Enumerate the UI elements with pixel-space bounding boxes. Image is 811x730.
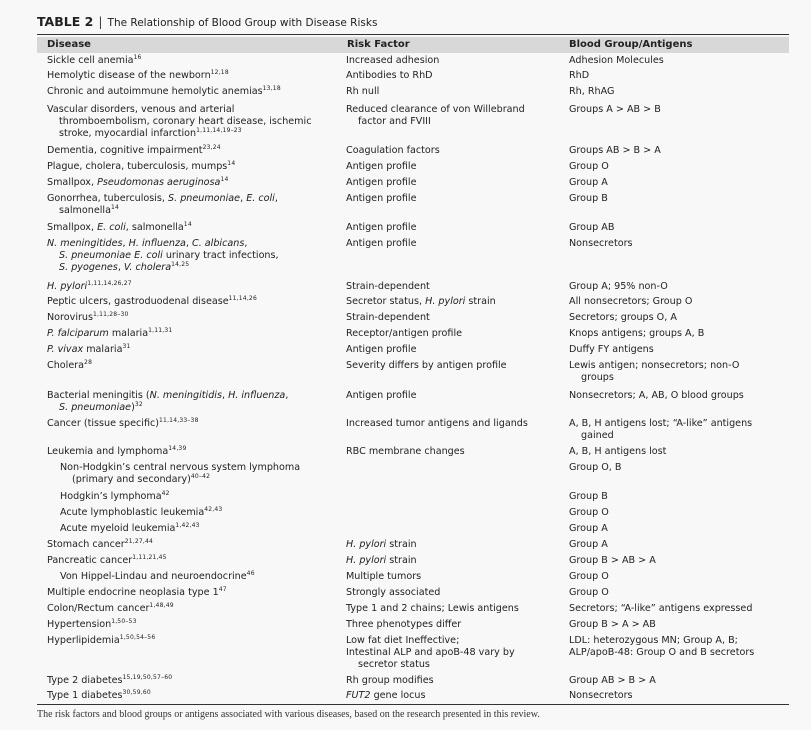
blood-group-text: Group O [569, 571, 609, 582]
risk-factor-cell [346, 70, 564, 82]
blood-group-cell [569, 145, 791, 157]
disease-text: Sickle cell anemia$^{16}$ [47, 53, 142, 66]
table-title-text: The Relationship of Blood Group with Disease Risks [107, 17, 378, 29]
disease-text: H. pylori$^{1,11,14,26,27}$ [47, 279, 132, 292]
risk-factor-text: Antigen profile [346, 177, 417, 188]
blood-group-cell [569, 555, 791, 567]
risk-factor-text: Low fat diet Ineffective; [346, 635, 460, 646]
disease-text: S. pyogenes, V. cholera$^{14,25}$ [59, 260, 190, 273]
risk-factor-text: Intestinal ALP and apoB-48 vary by [346, 646, 515, 658]
disease-cell [47, 446, 337, 458]
disease-text: Type 1 diabetes$^{30,59,60}$ [47, 688, 151, 701]
blood-group-cell [569, 507, 791, 519]
blood-group-text: Group A [569, 539, 608, 550]
risk-factor-text: Multiple tumors [346, 571, 422, 582]
disease-cell [47, 177, 337, 189]
disease-cell [47, 145, 337, 157]
disease-cell [47, 539, 337, 551]
disease-text: stroke, myocardial infarction$^{1,11,14,19-23}$ [59, 126, 242, 139]
disease-text: Norovirus$^{1,11,28-30}$ [47, 310, 129, 323]
risk-factor-text: Reduced clearance of von Willebrand [346, 104, 525, 115]
risk-factor-text: RBC membrane changes [346, 446, 465, 457]
risk-factor-text: Antigen profile [346, 390, 417, 401]
blood-group-cell [569, 360, 791, 384]
disease-text: Dementia, cognitive impairment$^{23,24}$ [47, 143, 221, 156]
risk-factor-text: secretor status [358, 658, 430, 670]
blood-group-text: Adhesion Molecules [569, 55, 664, 66]
blood-group-cell [569, 312, 791, 324]
blood-group-text: Group O [569, 587, 609, 598]
risk-factor-text: Rh group modifies [346, 675, 434, 686]
disease-cell [47, 193, 337, 217]
blood-group-cell [569, 161, 791, 173]
disease-cell [47, 312, 337, 324]
disease-cell [47, 619, 337, 631]
disease-cell [47, 328, 337, 340]
disease-cell [47, 296, 337, 308]
disease-cell [47, 104, 337, 139]
blood-group-cell [569, 539, 791, 551]
blood-group-text: Group O [569, 161, 609, 172]
blood-group-cell [569, 104, 791, 116]
risk-factor-text: Increased tumor antigens and ligands [346, 418, 528, 429]
blood-group-cell [569, 238, 791, 250]
risk-factor-cell [346, 238, 564, 250]
risk-factor-text: Antigen profile [346, 344, 417, 355]
disease-cell [47, 555, 337, 567]
blood-group-text: A, B, H antigens lost; “A-like” antigens [569, 418, 753, 429]
blood-group-text: gained [581, 429, 614, 441]
risk-factor-cell [346, 418, 564, 430]
disease-cell [47, 675, 337, 687]
risk-factor-cell [346, 390, 564, 402]
blood-group-text: Duffy FY antigens [569, 344, 654, 355]
risk-factor-cell [346, 619, 564, 631]
risk-factor-text: Strain-dependent [346, 281, 430, 292]
risk-factor-text: Strain-dependent [346, 312, 430, 323]
risk-factor-cell [346, 312, 564, 324]
blood-group-cell [569, 222, 791, 234]
blood-group-text: Groups AB > B > A [569, 145, 661, 156]
risk-factor-cell [346, 193, 564, 205]
blood-group-text: Nonsecretors; A, AB, O blood groups [569, 390, 744, 401]
reference-superscript: 1,11,14,19–23 [196, 126, 242, 134]
reference-superscript: 1,48,49 [149, 601, 174, 609]
blood-group-cell [569, 296, 791, 308]
risk-factor-text: Antigen profile [346, 161, 417, 172]
risk-factor-cell [346, 539, 564, 551]
disease-text: (primary and secondary)$^{40-42}$ [72, 472, 211, 485]
disease-cell [47, 418, 337, 430]
disease-text: Leukemia and lymphoma$^{14,39}$ [47, 444, 187, 457]
blood-group-text: Group A [569, 523, 608, 534]
risk-factor-text: Severity differs by antigen profile [346, 360, 507, 371]
reference-superscript: 14 [227, 159, 236, 167]
risk-factor-cell [346, 690, 564, 702]
blood-group-text: Group B > AB > A [569, 555, 656, 566]
blood-group-text: Secretors; “A-like” antigens expressed [569, 603, 753, 614]
disease-cell [60, 523, 338, 535]
reference-superscript: 15,19,50,57–60 [122, 673, 173, 681]
blood-group-cell [569, 619, 791, 631]
disease-cell [60, 507, 338, 519]
disease-cell [47, 587, 337, 599]
bottom-rule [37, 704, 789, 705]
blood-group-cell [569, 390, 791, 402]
reference-superscript: 1,11,28–30 [93, 310, 129, 318]
blood-group-cell [569, 70, 791, 82]
disease-text: Multiple endocrine neoplasia type 1$^{47}$ [47, 585, 227, 598]
risk-factor-cell [346, 360, 564, 372]
blood-group-text: RhD [569, 70, 590, 81]
disease-cell [47, 603, 337, 615]
disease-cell [47, 690, 337, 702]
reference-superscript: 21,27,44 [124, 537, 154, 545]
blood-group-text: Lewis antigen; nonsecretors; non-O [569, 360, 740, 371]
disease-text: S. pneumoniae E. coli urinary tract infections, [59, 249, 279, 261]
risk-factor-text: H. pylori strain [346, 555, 417, 566]
risk-factor-text: Antibodies to RhD [346, 70, 433, 81]
disease-cell [47, 222, 337, 234]
reference-superscript: 14,39 [168, 444, 187, 452]
disease-text: Smallpox, Pseudomonas aeruginosa$^{14}$ [47, 175, 229, 188]
disease-text: Hemolytic disease of the newborn$^{12,18}$ [47, 68, 229, 81]
blood-group-cell [569, 418, 791, 442]
header-disease: Disease [47, 39, 91, 50]
disease-text: Colon/Rectum cancer$^{1,48,49}$ [47, 601, 174, 614]
disease-text: Hodgkin’s lymphoma$^{42}$ [60, 489, 170, 502]
blood-group-text: Group A [569, 177, 608, 188]
disease-text: Plague, cholera, tuberculosis, mumps$^{14}$ [47, 159, 236, 172]
risk-factor-text: Antigen profile [346, 222, 417, 233]
disease-cell [47, 238, 337, 273]
disease-cell [47, 70, 337, 82]
header-risk-factor: Risk Factor [347, 39, 410, 50]
disease-cell [60, 491, 338, 503]
risk-factor-text: Secretor status, H. pylori strain [346, 296, 496, 307]
disease-cell [47, 281, 337, 293]
reference-superscript: 40–42 [190, 472, 211, 480]
disease-text: Acute lymphoblastic leukemia$^{42,43}$ [60, 505, 223, 518]
reference-superscript: 11,14,26 [228, 294, 257, 302]
blood-group-cell [569, 587, 791, 599]
blood-group-cell [569, 462, 791, 474]
disease-cell [47, 55, 337, 67]
reference-superscript: 1,11,31 [148, 326, 173, 334]
blood-group-cell [569, 523, 791, 535]
disease-text: Cancer (tissue specific)$^{11,14,33-38}$ [47, 416, 199, 429]
blood-group-text: Secretors; groups O, A [569, 312, 677, 323]
blood-group-cell [569, 55, 791, 67]
blood-group-cell [569, 571, 791, 583]
reference-superscript: 1,50–53 [111, 617, 137, 625]
blood-group-cell [569, 491, 791, 503]
reference-superscript: 1,11,14,26,27 [87, 279, 132, 287]
risk-factor-cell [346, 161, 564, 173]
blood-group-text: LDL: heterozygous MN; Group A, B; [569, 635, 738, 646]
disease-text: Hyperlipidemia$^{1,50,54-56}$ [47, 633, 156, 646]
disease-text: Chronic and autoimmune hemolytic anemias$^{13,18}$ [47, 84, 281, 97]
reference-superscript: 14,25 [171, 260, 190, 268]
disease-text: Bacterial meningitis (N. meningitidis, H. influenza, [47, 390, 289, 401]
disease-cell [47, 635, 337, 647]
disease-cell [47, 390, 337, 414]
table-title [37, 14, 377, 29]
disease-text: Non-Hodgkin’s central nervous system lymphoma [60, 462, 301, 473]
risk-factor-cell [346, 603, 564, 615]
disease-text: Pancreatic cancer$^{1,11,21,45}$ [47, 553, 167, 566]
disease-cell [47, 360, 337, 372]
disease-cell [47, 86, 337, 98]
reference-superscript: 13,18 [262, 84, 281, 92]
blood-group-text: Group B > A > AB [569, 619, 656, 630]
risk-factor-cell [346, 296, 564, 308]
disease-text: Type 2 diabetes$^{15,19,50,57-60}$ [47, 673, 173, 686]
disease-text: N. meningitides, H. influenza, C. albicans, [47, 238, 248, 249]
disease-text: thromboembolism, coronary heart disease, ischemic [59, 115, 312, 127]
disease-text: Smallpox, E. coli, salmonella$^{14}$ [47, 220, 192, 233]
risk-factor-cell [346, 281, 564, 293]
risk-factor-text: factor and FVIII [358, 115, 431, 127]
blood-group-text: Nonsecretors [569, 238, 633, 249]
reference-superscript: 1,42,43 [175, 521, 200, 529]
disease-text: P. vivax malaria$^{31}$ [47, 342, 131, 355]
risk-factor-cell [346, 145, 564, 157]
blood-group-cell [569, 690, 791, 702]
title-separator: | [98, 14, 103, 29]
risk-factor-text: Three phenotypes differ [346, 619, 462, 630]
risk-factor-text: Increased adhesion [346, 55, 440, 66]
reference-superscript: 42,43 [204, 505, 223, 513]
blood-group-cell [569, 635, 791, 659]
disease-text: Peptic ulcers, gastroduodenal disease$^{11,14,26}$ [47, 294, 257, 307]
reference-superscript: 12,18 [210, 68, 229, 76]
disease-text: salmonella$^{14}$ [59, 203, 119, 216]
blood-group-text: A, B, H antigens lost [569, 446, 667, 457]
reference-superscript: 16 [133, 53, 142, 61]
disease-text: Gonorrhea, tuberculosis, S. pneumoniae, E. coli, [47, 193, 278, 204]
risk-factor-cell [346, 86, 564, 98]
risk-factor-text: Strongly associated [346, 587, 441, 598]
reference-superscript: 11,14,33–38 [159, 416, 199, 424]
blood-group-text: ALP/apoB-48: Group O and B secretors [569, 646, 755, 658]
reference-superscript: 42 [161, 489, 170, 497]
blood-group-cell [569, 193, 791, 205]
blood-group-cell [569, 675, 791, 687]
reference-superscript: 28 [84, 358, 93, 366]
reference-superscript: 32 [134, 400, 143, 408]
disease-text: P. falciparum malaria$^{1,11,31}$ [47, 326, 173, 339]
risk-factor-text: Coagulation factors [346, 145, 440, 156]
blood-group-text: groups [581, 371, 614, 383]
risk-factor-cell [346, 104, 564, 128]
blood-group-text: Group B [569, 491, 608, 502]
disease-cell [60, 571, 338, 583]
risk-factor-cell [346, 587, 564, 599]
risk-factor-text: Antigen profile [346, 193, 417, 204]
blood-group-cell [569, 281, 791, 293]
risk-factor-cell [346, 344, 564, 356]
disease-text: Von Hippel-Lindau and neuroendocrine$^{46}$ [60, 569, 255, 582]
reference-superscript: 1,11,21,45 [132, 553, 167, 561]
risk-factor-cell [346, 635, 564, 670]
risk-factor-text: Antigen profile [346, 238, 417, 249]
reference-superscript: 14 [220, 175, 229, 183]
disease-text: Stomach cancer$^{21,27,44}$ [47, 537, 154, 550]
reference-superscript: 14 [183, 220, 192, 228]
disease-text: Acute myeloid leukemia$^{1,42,43}$ [60, 521, 200, 534]
blood-group-text: Group O [569, 507, 609, 518]
reference-superscript: 23,24 [202, 143, 221, 151]
blood-group-cell [569, 328, 791, 340]
blood-group-text: Group B [569, 193, 608, 204]
header-blood-group: Blood Group/Antigens [569, 39, 693, 50]
blood-group-cell [569, 446, 791, 458]
risk-factor-cell [346, 177, 564, 189]
blood-group-text: Groups A > AB > B [569, 104, 661, 115]
blood-group-cell [569, 344, 791, 356]
blood-group-cell [569, 86, 791, 98]
blood-group-cell [569, 177, 791, 189]
risk-factor-cell [346, 571, 564, 583]
reference-superscript: 14 [110, 203, 119, 211]
blood-group-cell [569, 603, 791, 615]
blood-group-text: Group AB [569, 222, 615, 233]
top-rule [37, 34, 789, 35]
table-footnote: The risk factors and blood groups or antigens associated with various diseases, based on the research presented in this review. [37, 709, 540, 720]
disease-text: S. pneumoniae)$^{32}$ [59, 400, 143, 413]
risk-factor-cell [346, 222, 564, 234]
disease-text: Cholera$^{28}$ [47, 358, 93, 371]
blood-group-text: Group AB > B > A [569, 675, 656, 686]
reference-superscript: 1,50,54–56 [119, 633, 156, 641]
disease-cell [60, 462, 338, 486]
disease-text: Vascular disorders, venous and arterial [47, 104, 235, 115]
risk-factor-text: H. pylori strain [346, 539, 417, 550]
reference-superscript: 30,59,60 [122, 688, 151, 696]
reference-superscript: 46 [246, 569, 255, 577]
reference-superscript: 47 [218, 585, 227, 593]
blood-group-text: All nonsecretors; Group O [569, 296, 693, 307]
risk-factor-cell [346, 555, 564, 567]
disease-text: Hypertension$^{1,50-53}$ [47, 617, 137, 630]
risk-factor-cell [346, 328, 564, 340]
reference-superscript: 31 [122, 342, 131, 350]
blood-group-text: Group A; 95% non-O [569, 281, 668, 292]
blood-group-text: Group O, B [569, 462, 622, 473]
table-label: TABLE 2 [37, 14, 94, 29]
risk-factor-cell [346, 446, 564, 458]
blood-group-text: Nonsecretors [569, 690, 633, 701]
disease-cell [47, 161, 337, 173]
risk-factor-text: Rh null [346, 86, 380, 97]
risk-factor-text: FUT2 gene locus [346, 690, 426, 701]
risk-factor-cell [346, 675, 564, 687]
blood-group-text: Rh, RhAG [569, 86, 615, 97]
risk-factor-text: Type 1 and 2 chains; Lewis antigens [346, 603, 519, 614]
blood-group-text: Knops antigens; groups A, B [569, 328, 705, 339]
disease-cell [47, 344, 337, 356]
risk-factor-text: Receptor/antigen profile [346, 328, 463, 339]
risk-factor-cell [346, 55, 564, 67]
